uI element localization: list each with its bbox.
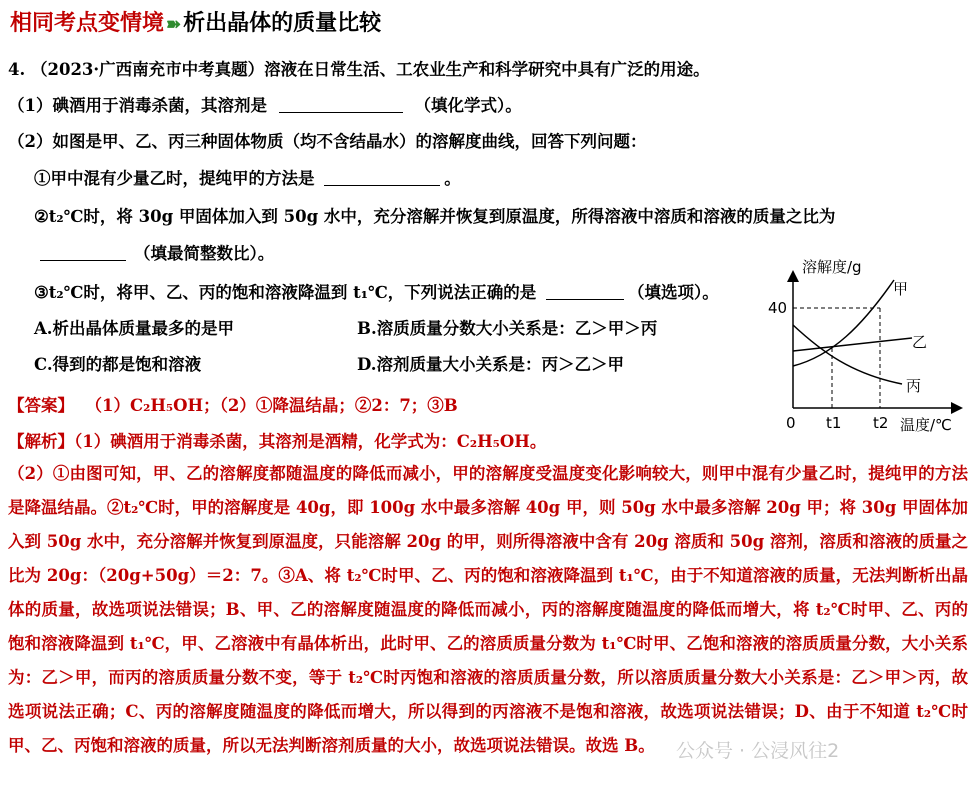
- analysis-body: （2）①由图可知，甲、乙的溶解度都随温度的降低而减小，甲的溶解度受温度变化影响较大，则甲中混有少量乙时，提纯甲的方法是降温结晶。②t₂℃时，甲的溶解度是 40g，即 100g 水中最多溶解 40g 甲，则 50g 水中最多溶解 20g 甲；将 30g 甲固体加入到 50g 水中，充分溶解并恢复到原温度，只能溶解 20g 的甲，则所得溶液中含有 20g 溶质和 50g 溶剂，溶质和溶液的质量之比为 20g：（20g+50g）＝2：7。③A、将 t₂℃时甲、乙、丙的饱和溶液降温到 t₁℃，由于不知道溶液的质量，无法判断析出晶体的质量，故选项说法错误；B、甲、乙的溶解度随温度的降低而减小，丙的溶解度随温度的降低而增大，将 t₂℃时甲、乙、丙的饱和溶液降温到 t₁℃，甲、乙溶液中有晶体析出，此时甲、乙的溶质质量分数为 t₁℃时甲、乙饱和溶液的溶质质量分数，大小关系为：乙＞甲，而丙的溶质质量分数不变，等于 t₂℃时丙饱和溶液的溶质质量分数，所以溶质质量分数大小关系是：乙＞甲＞丙，故选项说法正确；C、丙的溶解度随温度的降低而增大，所以得到的丙溶液不是饱和溶液，故选项说法错误；D、由于不知道 t₂℃时甲、乙、丙饱和溶液的质量，所以无法判断溶剂质量的大小，故选项说法错误。故选 B。: [8, 464, 968, 755]
- answer-text: （1）C₂H₅OH；（2）①降温结晶；②2：7；③B: [85, 396, 458, 415]
- part-1-suffix: （填化学式）。: [414, 96, 522, 115]
- x-tick-t1: t1: [826, 414, 842, 432]
- analysis-line-1: [8, 428, 546, 452]
- sub-question-3: [34, 282, 719, 304]
- label-yi: 乙: [912, 333, 928, 351]
- label-bing: 丙: [906, 377, 922, 395]
- sub-question-1-text: ①甲中混有少量乙时，提纯甲的方法是: [34, 169, 315, 188]
- section-title: 析出晶体的质量比较: [183, 10, 382, 36]
- sub-question-3-text: ③t₂℃时，将甲、乙、丙的饱和溶液降温到 t₁℃，下列说法正确的是: [34, 283, 537, 302]
- x-axis-label: 温度/℃: [900, 416, 952, 434]
- solubility-chart: [762, 250, 972, 440]
- option-a: A.析出晶体质量最多的是甲: [34, 319, 235, 338]
- y-axis-label: 溶解度/g: [802, 258, 862, 276]
- question-stem-text: 溶液在日常生活、工农业生产和科学研究中具有广泛的用途。: [264, 60, 710, 79]
- sub-question-1-suffix: 。: [444, 169, 461, 188]
- x-tick-t2: t2: [873, 414, 889, 432]
- answer-blank-3[interactable]: [40, 244, 126, 261]
- answer-blank-4[interactable]: [546, 283, 624, 300]
- watermark: 公众号 · 公浸风往2: [676, 740, 840, 762]
- option-d: D.溶剂质量大小关系是：丙＞乙＞甲: [357, 355, 624, 374]
- option-b: B.溶质质量分数大小关系是：乙＞甲＞丙: [357, 319, 658, 338]
- question-source: （2023·广西南充市中考真题）: [30, 60, 265, 79]
- part-1: [8, 95, 522, 117]
- option-c: C.得到的都是饱和溶液: [34, 355, 202, 374]
- answer-blank-2[interactable]: [324, 169, 440, 186]
- answer-label: 【答案】: [8, 396, 74, 415]
- sub-question-2: ②t₂℃时，将 30g 甲固体加入到 50g 水中，充分溶解并恢复到原温度，所得溶液中溶质和溶液的质量之比为: [34, 207, 836, 226]
- question-number: 4.: [8, 60, 26, 79]
- part-1-text: （1）碘酒用于消毒杀菌，其溶剂是: [8, 96, 267, 115]
- analysis-part-1: （1）碘酒用于消毒杀菌，其溶剂是酒精，化学式为：C₂H₅OH。: [74, 432, 547, 451]
- sub-question-3-suffix: （填选项）。: [628, 283, 719, 302]
- origin-label: 0: [786, 414, 796, 432]
- part-2: （2）如图是甲、乙、丙三种固体物质（均不含结晶水）的溶解度曲线，回答下列问题：: [8, 132, 647, 151]
- section-header: [10, 6, 381, 37]
- curve-jia: [793, 280, 894, 366]
- sub-question-1: [34, 168, 461, 190]
- label-jia: 甲: [893, 280, 909, 298]
- curve-bing: [793, 325, 902, 384]
- sub-question-2-suffix: （填最简整数比）。: [134, 244, 275, 263]
- question-stem: [8, 59, 710, 81]
- section-tag: 相同考点变情境: [10, 10, 165, 36]
- answer-blank-1[interactable]: [279, 96, 403, 113]
- sub-question-2-line2: [40, 243, 274, 265]
- answer-line: [8, 392, 458, 416]
- y-tick-40: 40: [768, 299, 788, 317]
- double-arrow-icon: ➽: [166, 14, 182, 35]
- analysis-label: 【解析】: [8, 432, 74, 451]
